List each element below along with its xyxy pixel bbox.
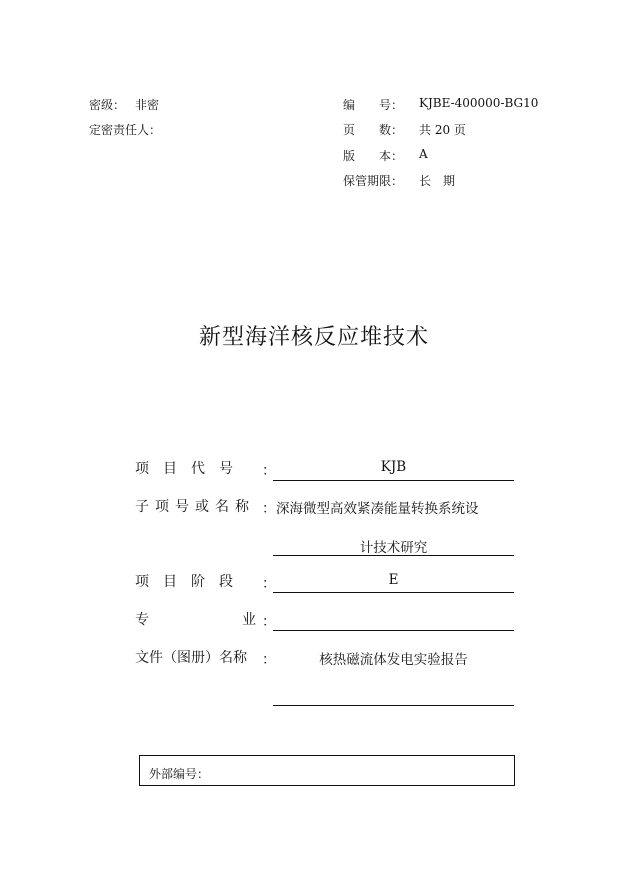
file-name-underline bbox=[273, 705, 514, 706]
pages-label: 页 数： bbox=[343, 123, 404, 137]
project-code-underline bbox=[273, 480, 514, 481]
document-title: 新型海洋核反应堆技术 bbox=[198, 325, 429, 350]
major-label: 专 bbox=[135, 612, 149, 628]
project-code-value: KJB bbox=[380, 459, 407, 475]
file-name-value: 核热磁流体发电实验报告 bbox=[319, 652, 468, 668]
number-label: 编 号： bbox=[343, 98, 404, 112]
external-number-label: 外部编号： bbox=[149, 767, 210, 781]
sub-item-underline bbox=[273, 555, 514, 556]
secrecy-value: 非密 bbox=[135, 98, 160, 112]
pages-value: 共 20 页 bbox=[419, 123, 466, 137]
sub-item-value-line2: 计技术研究 bbox=[359, 540, 428, 556]
number-value: KJBE-400000-BG10 bbox=[419, 96, 539, 110]
sub-item-colon: ： bbox=[262, 501, 276, 517]
major-colon: ： bbox=[262, 614, 276, 630]
project-code-colon: ： bbox=[262, 463, 276, 479]
version-label: 版 本： bbox=[343, 149, 404, 163]
project-code-label: 项 目 代 号 bbox=[135, 461, 233, 477]
major-underline bbox=[273, 630, 514, 631]
stage-label: 项 目 阶 段 bbox=[135, 574, 233, 590]
secrecy-label: 密级： bbox=[89, 98, 126, 112]
external-number-box bbox=[139, 755, 515, 786]
major-label-2: 业 bbox=[242, 612, 256, 628]
file-name-label: 文件（图册）名称 bbox=[135, 650, 247, 666]
retention-value: 长 期 bbox=[419, 174, 456, 188]
stage-underline bbox=[273, 592, 514, 593]
stage-value: E bbox=[388, 572, 399, 588]
version-value: A bbox=[419, 147, 428, 161]
stage-colon: ： bbox=[262, 576, 276, 592]
file-name-colon: ： bbox=[262, 652, 276, 668]
retention-label: 保管期限： bbox=[343, 174, 404, 188]
sub-item-label: 子项号或名称 bbox=[135, 499, 255, 515]
sub-item-value-line1: 深海微型高效紧凑能量转换系统设 bbox=[276, 501, 479, 517]
responsible-label: 定密责任人： bbox=[89, 123, 162, 137]
